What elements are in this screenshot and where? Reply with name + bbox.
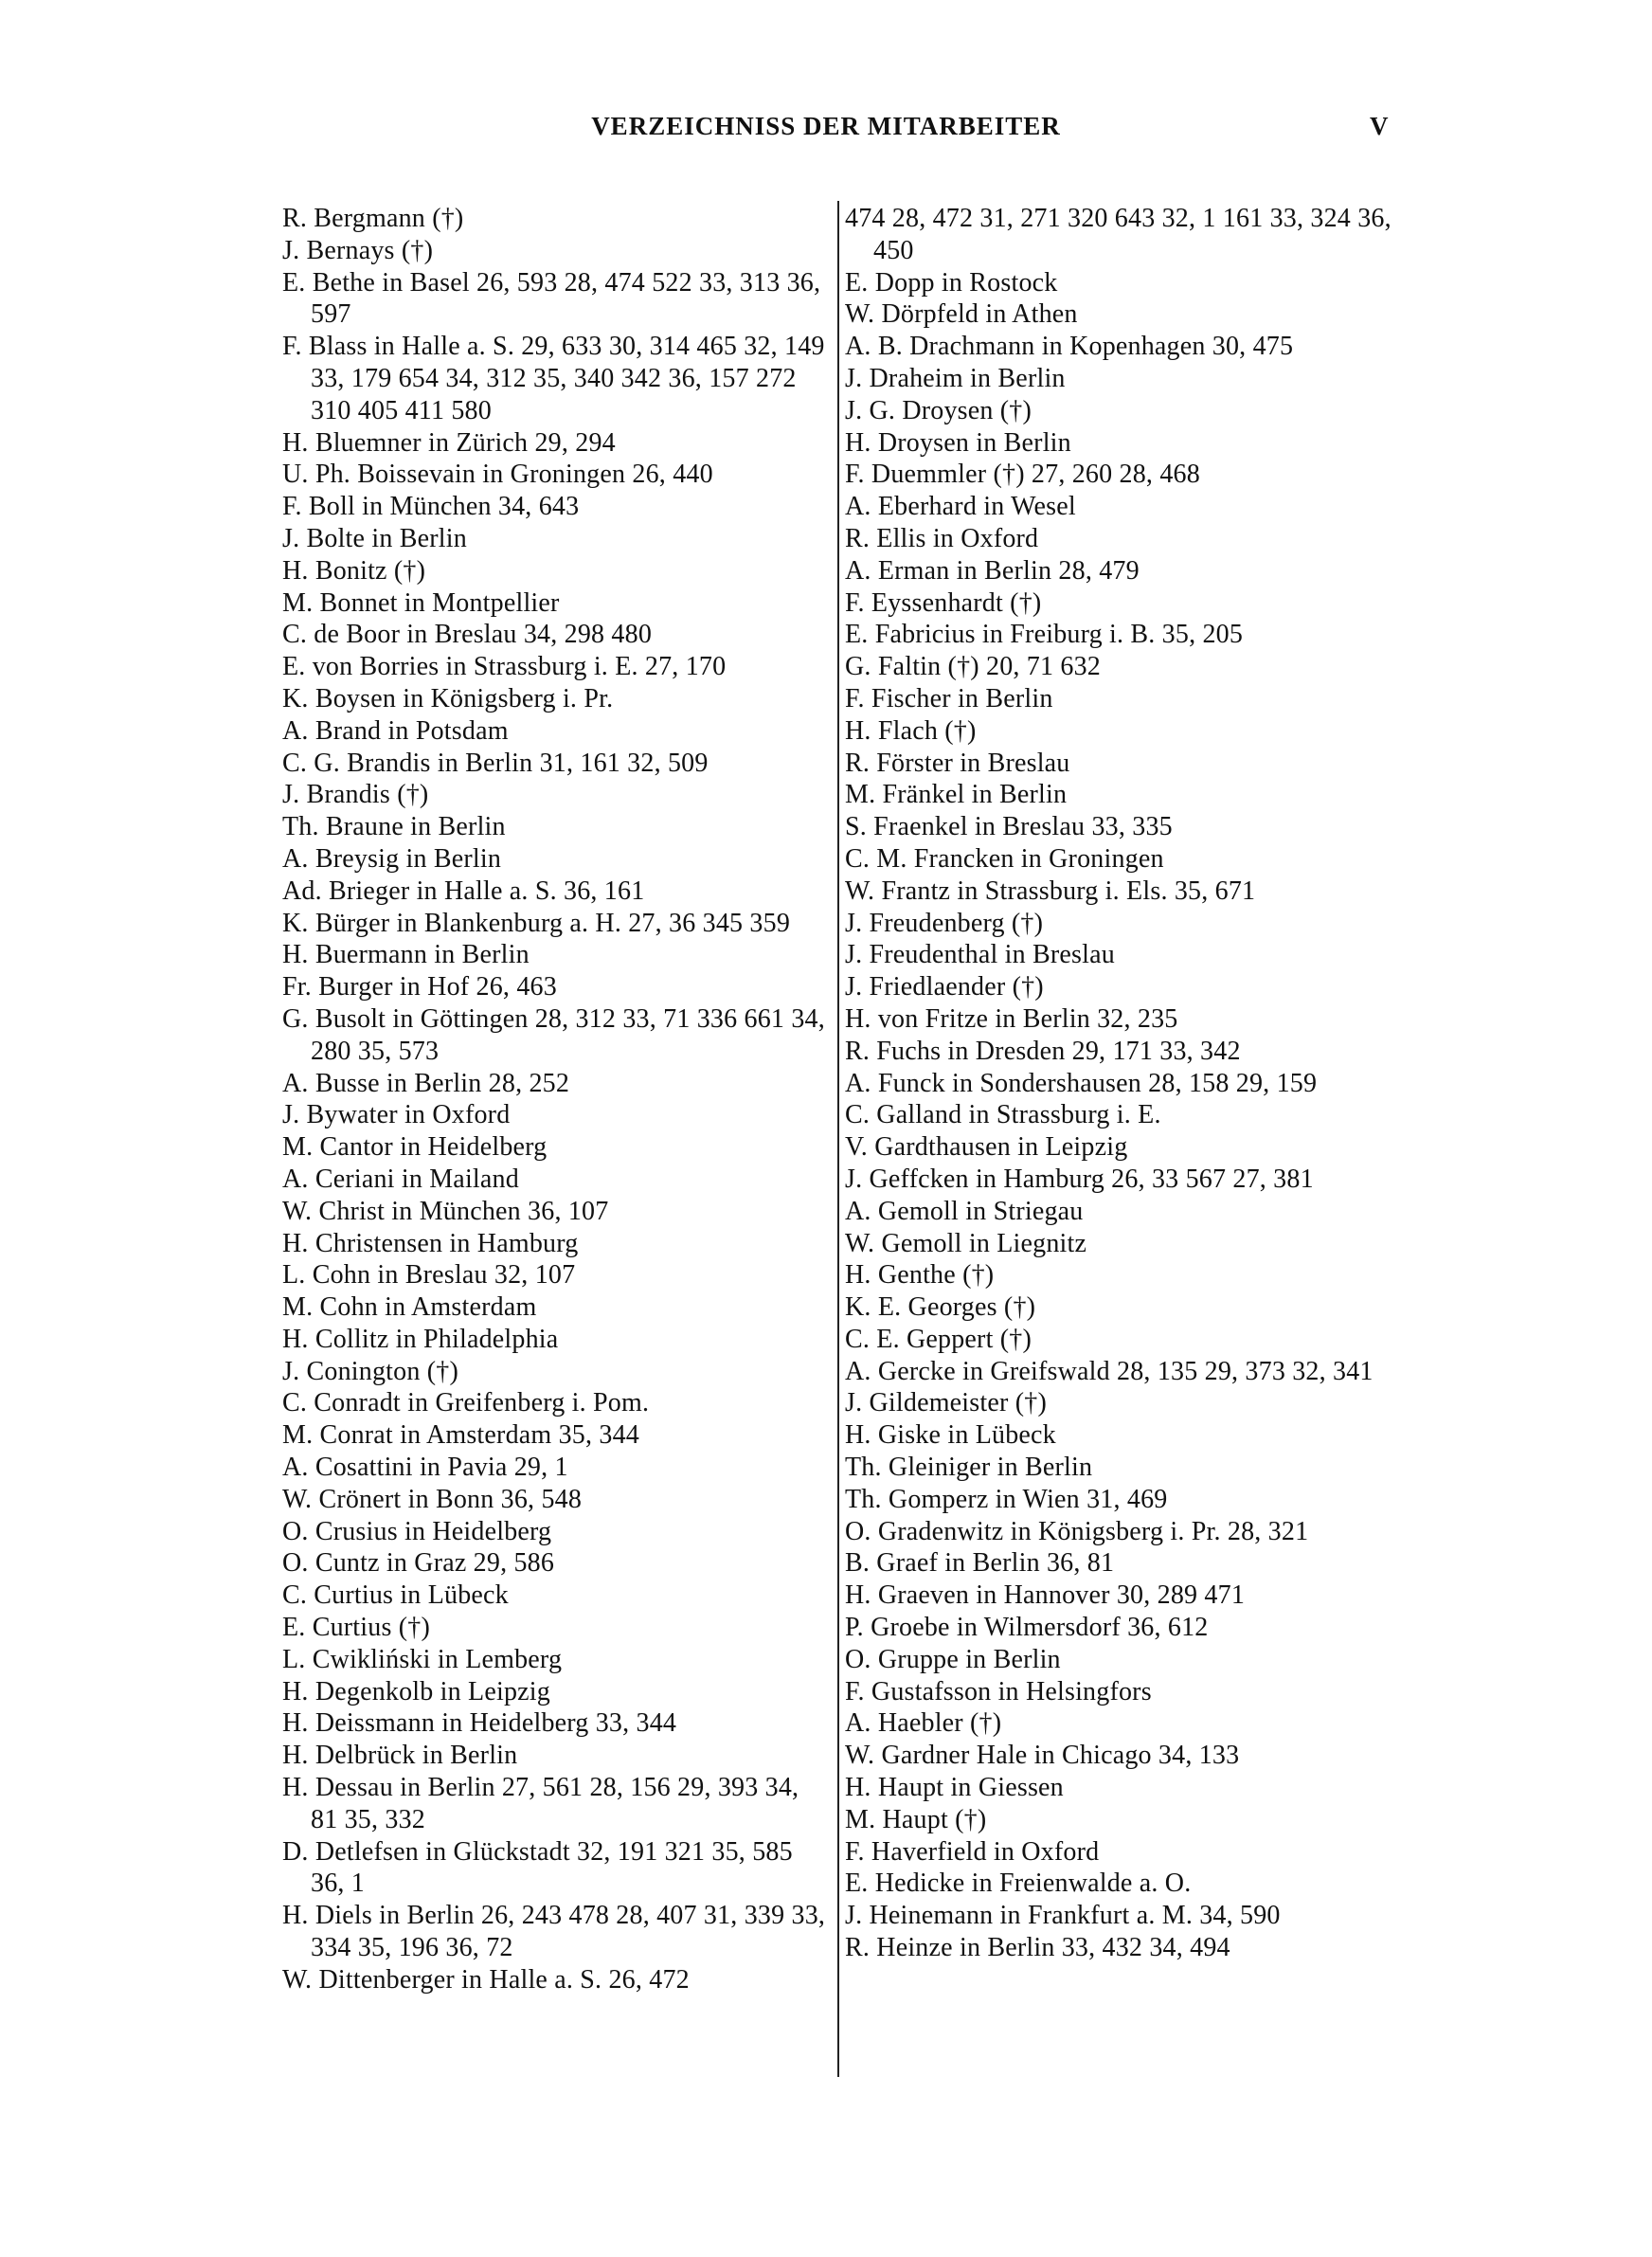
contributor-entry: E. Curtius (†) [282,1613,431,1643]
contributor-entry: H. Bluemner in Zürich 29, 294 [282,427,616,458]
contributor-entry: F. Haverfield in Oxford [845,1836,1100,1867]
contributor-entry: E. Hedicke in Freienwalde a. O. [845,1869,1192,1899]
contributor-entry: A. Busse in Berlin 28, 252 [282,1068,570,1098]
page-number: V [1370,112,1389,140]
contributor-entry: O. Cuntz in Graz 29, 586 [282,1548,555,1579]
contributor-entry: W. Frantz in Strassburg i. Els. 35, 671 [845,876,1256,906]
contributor-entry: M. Bonnet in Montpellier [282,587,560,618]
contributor-entry: A. Funck in Sondershausen 28, 158 29, 159 [845,1068,1318,1098]
contributor-entry: F. Duemmler (†) 27, 260 28, 468 [845,460,1200,490]
contributor-entry: M. Cohn in Amsterdam [282,1292,537,1323]
contributor-entry: Th. Gomperz in Wien 31, 469 [845,1484,1168,1514]
contributor-entry: U. Ph. Boissevain in Groningen 26, 440 [282,460,713,490]
contributor-entry: E. von Borries in Strassburg i. E. 27, 170 [282,652,727,682]
contributor-entry: W. Christ in München 36, 107 [282,1196,609,1226]
contributor-entry: O. Crusius in Heidelberg [282,1516,552,1546]
contributor-entry: C. Curtius in Lübeck [282,1580,509,1611]
contributor-entry: G. Busolt in Göttingen 28, 312 33, 71 336 661 34, 280 35, 573 [282,1003,825,1066]
contributor-entry: C. M. Francken in Groningen [845,843,1164,874]
contributor-entry: A. Breysig in Berlin [282,843,502,874]
contributor-entry: A. Erman in Berlin 28, 479 [845,555,1140,586]
contributor-entry: J. Conington (†) [282,1356,458,1386]
contributor-entry: E. Dopp in Rostock [845,267,1058,298]
contributor-entry: B. Graef in Berlin 36, 81 [845,1548,1115,1579]
contributor-entry: L. Cwikliński in Lemberg [282,1644,563,1674]
contributor-entry: R. Fuchs in Dresden 29, 171 33, 342 [845,1036,1241,1066]
contributor-entry: H. Flach (†) [845,715,977,746]
contributor-entry: J. Bolte in Berlin [282,523,467,553]
contributor-entry: H. Diels in Berlin 26, 243 478 28, 407 31, 339 33, 334 35, 196 36, 72 [282,1901,826,1963]
contributor-entry: K. Boysen in Königsberg i. Pr. [282,683,614,713]
contributor-entry: Ad. Brieger in Halle a. S. 36, 161 [282,876,645,906]
contributor-entry: O. Gruppe in Berlin [845,1644,1061,1674]
contributor-entry: J. Brandis (†) [282,780,429,810]
contributor-entry: H. Collitz in Philadelphia [282,1324,559,1354]
contributor-entry: Th. Braune in Berlin [282,812,506,842]
contributor-entry: H. Buermann in Berlin [282,940,530,970]
left-column [282,203,830,1996]
page-title: VERZEICHNISS DER MITARBEITER [591,112,1061,140]
contributor-entry: W. Dörpfeld in Athen [845,299,1078,330]
contributor-entry: A. Eberhard in Wesel [845,492,1076,522]
contributor-entry: R. Förster in Breslau [845,748,1070,778]
contributor-entry: M. Conrat in Amsterdam 35, 344 [282,1420,639,1451]
contributor-entry: K. E. Georges (†) [845,1292,1036,1323]
contributor-entry: 474 28, 472 31, 271 320 643 32, 1 161 33, 324 36, 450 [845,204,1392,265]
contributor-entry: M. Haupt (†) [845,1804,987,1834]
contributor-entry: H. Giske in Lübeck [845,1420,1056,1451]
contributor-entry: G. Faltin (†) 20, 71 632 [845,652,1102,682]
contributor-entry: J. Bernays (†) [282,235,434,265]
contributor-entry: E. Fabricius in Freiburg i. B. 35, 205 [845,620,1244,650]
contributor-entry: R. Heinze in Berlin 33, 432 34, 494 [845,1933,1230,1963]
contributor-entry: H. Haupt in Giessen [845,1773,1064,1803]
contributor-entry: H. Bonitz (†) [282,555,426,586]
contributor-entry: F. Fischer in Berlin [845,683,1053,713]
contributor-entry: V. Gardthausen in Leipzig [845,1132,1128,1163]
contributor-entry: J. Freudenthal in Breslau [845,940,1115,970]
contributor-entry: W. Crönert in Bonn 36, 548 [282,1484,583,1514]
contributor-entry: H. Deissmann in Heidelberg 33, 344 [282,1708,677,1739]
contributor-entry: C. Conradt in Greifenberg i. Pom. [282,1388,650,1418]
contributor-entry: J. G. Droysen (†) [845,395,1032,425]
contributor-entry: Th. Gleiniger in Berlin [845,1453,1093,1483]
contributor-entry: D. Detlefsen in Glückstadt 32, 191 321 35, 585 36, 1 [282,1836,793,1899]
contributor-entry: R. Bergmann (†) [282,204,464,233]
contributor-entry: J. Freudenberg (†) [845,908,1044,938]
contributor-entry: A. B. Drachmann in Kopenhagen 30, 475 [845,332,1294,362]
contributor-entry: A. Haebler (†) [845,1708,1002,1739]
contributor-entry: F. Blass in Halle a. S. 29, 633 30, 314 465 32, 149 33, 179 654 34, 312 35, 340 342 36, 157 272 310 405 411 580 [282,332,825,425]
contributor-entry: A. Gemoll in Striegau [845,1196,1084,1226]
contributor-entry: C. E. Geppert (†) [845,1324,1032,1354]
right-column [845,203,1396,1964]
contributor-entry: H. Droysen in Berlin [845,427,1071,458]
contributor-entry: H. Degenkolb in Leipzig [282,1676,550,1706]
contributor-entry: F. Boll in München 34, 643 [282,492,580,522]
contributor-entry: H. Christensen in Hamburg [282,1228,579,1258]
contributor-entry: H. von Fritze in Berlin 32, 235 [845,1003,1178,1034]
contributor-entry: H. Delbrück in Berlin [282,1741,518,1771]
contributor-entry: E. Bethe in Basel 26, 593 28, 474 522 33, 313 36, 597 [282,267,821,330]
contributor-entry: W. Gemoll in Liegnitz [845,1228,1087,1258]
contributor-entry: F. Gustafsson in Helsingfors [845,1676,1152,1706]
contributor-entry: H. Graeven in Hannover 30, 289 471 [845,1580,1246,1611]
contributor-entry: A. Ceriani in Mailand [282,1164,519,1194]
contributor-entry: M. Fränkel in Berlin [845,780,1068,810]
contributor-entry: Fr. Burger in Hof 26, 463 [282,972,557,1002]
contributor-entry: W. Dittenberger in Halle a. S. 26, 472 [282,1964,690,1995]
contributor-entry: C. de Boor in Breslau 34, 298 480 [282,620,653,650]
contributor-entry: M. Cantor in Heidelberg [282,1132,548,1163]
contributor-entry: L. Cohn in Breslau 32, 107 [282,1260,576,1291]
contributor-entry: F. Eyssenhardt (†) [845,587,1042,618]
contributor-entry: J. Bywater in Oxford [282,1100,511,1130]
contributor-entry: S. Fraenkel in Breslau 33, 335 [845,812,1173,842]
column-divider [837,201,839,2077]
contributor-entry: H. Dessau in Berlin 27, 561 28, 156 29, 393 34, 81 35, 332 [282,1773,799,1834]
contributor-entry: K. Bürger in Blankenburg a. H. 27, 36 345 359 [282,908,791,938]
contributor-entry: P. Groebe in Wilmersdorf 36, 612 [845,1613,1209,1643]
contributor-entry: J. Geffcken in Hamburg 26, 33 567 27, 381 [845,1164,1314,1194]
page-header [0,112,1652,150]
contributor-entry: R. Ellis in Oxford [845,523,1039,553]
contributor-entry: W. Gardner Hale in Chicago 34, 133 [845,1741,1240,1771]
contributor-entry: J. Friedlaender (†) [845,972,1044,1002]
contributor-entry: A. Brand in Potsdam [282,715,509,746]
contributor-entry: J. Heinemann in Frankfurt a. M. 34, 590 [845,1901,1281,1931]
contributor-entry: H. Genthe (†) [845,1260,995,1291]
contributor-entry: C. Galland in Strassburg i. E. [845,1100,1161,1130]
contributor-entry: C. G. Brandis in Berlin 31, 161 32, 509 [282,748,709,778]
contributor-entry: J. Draheim in Berlin [845,363,1066,393]
contributor-entry: J. Gildemeister (†) [845,1388,1047,1418]
contributor-entry: O. Gradenwitz in Königsberg i. Pr. 28, 321 [845,1516,1309,1546]
contributor-entry: A. Cosattini in Pavia 29, 1 [282,1453,568,1483]
contributor-entry: A. Gercke in Greifswald 28, 135 29, 373 32, 341 [845,1356,1374,1386]
